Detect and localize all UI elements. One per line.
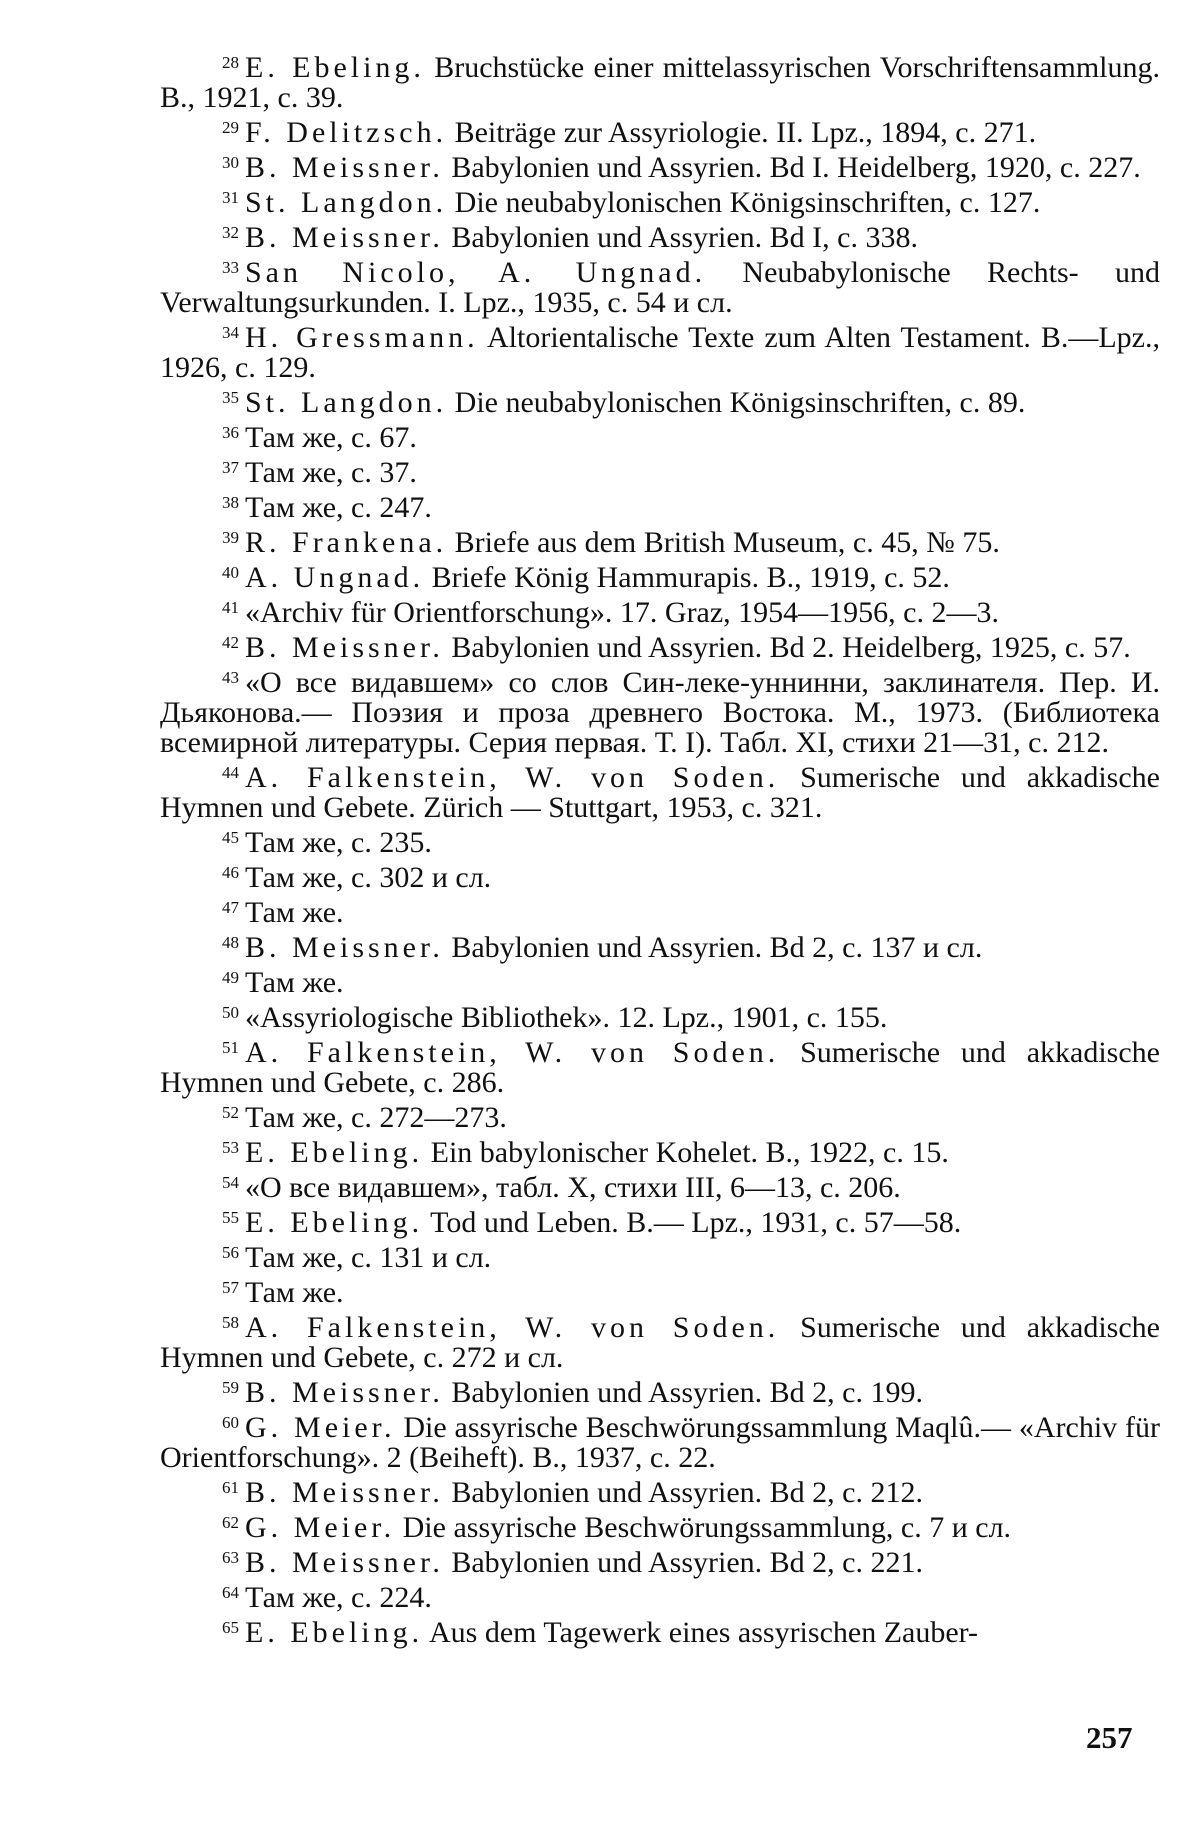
footnote-text: Briefe König Hammurapis. B., 1919, c. 52. <box>424 561 950 594</box>
footnote <box>160 1308 1160 1373</box>
footnote-number: 44 <box>222 763 239 782</box>
footnote-number: 35 <box>222 388 239 407</box>
footnote-number: 30 <box>222 153 239 172</box>
footnote-number: 52 <box>222 1103 239 1122</box>
footnote-number: 32 <box>222 223 239 242</box>
footnote-text: Babylonien und Assyrien. Bd 2, c. 199. <box>443 1376 923 1409</box>
footnote-text: Babylonien und Assyrien. Bd 2, c. 212. <box>443 1476 923 1509</box>
footnote-number: 62 <box>222 1513 239 1532</box>
footnote-number: 64 <box>222 1583 239 1602</box>
footnote <box>160 1473 1160 1508</box>
footnote-author: San Nicolo, A. Ungnad. <box>245 256 707 289</box>
footnote-number: 58 <box>222 1313 239 1332</box>
footnote-text: «О все видавшем» со слов Син-леке-уннинни, заклинателя. Пер. И. Дьяконова.— Поэзия и проза древнего Востока. М., 1973. (Библиотека всемирной литературы. Серия первая. Т. I). Табл. XI, стихи 21—31, c. 212. <box>160 666 1160 759</box>
footnote <box>160 523 1160 558</box>
footnote-author: E. Ebeling. <box>245 1136 424 1169</box>
footnote-number: 65 <box>222 1618 239 1637</box>
footnote-text: Babylonien und Assyrien. Bd I. Heidelberg, 1920, c. 227. <box>443 151 1141 184</box>
footnote <box>160 823 1160 858</box>
footnote-number: 43 <box>222 668 239 687</box>
footnote-author: E. Ebeling. <box>245 51 425 84</box>
footnote-text: Там же, c. 224. <box>245 1581 432 1614</box>
footnote-text: Там же, c. 131 и сл. <box>245 1241 492 1274</box>
footnote <box>160 1578 1160 1613</box>
footnote <box>160 383 1160 418</box>
footnote <box>160 418 1160 453</box>
footnote-number: 34 <box>222 323 239 342</box>
footnote-text: Die assyrische Beschwörungssammlung Maqlû.— «Archiv für Orientforschung». 2 (Beiheft). B., 1937, c. 22. <box>160 1411 1160 1474</box>
footnote-number: 28 <box>222 53 239 72</box>
footnote <box>160 183 1160 218</box>
footnote <box>160 628 1160 663</box>
footnote-number: 49 <box>222 968 239 987</box>
footnotes-list <box>160 48 1160 1648</box>
footnote <box>160 558 1160 593</box>
footnote-author: A. Falkenstein, W. von Soden. <box>245 1036 780 1069</box>
footnote-number: 36 <box>222 423 239 442</box>
footnote <box>160 1168 1160 1203</box>
footnote <box>160 1373 1160 1408</box>
footnote-text: «О все видавшем», табл. X, стихи III, 6—13, c. 206. <box>245 1171 901 1204</box>
footnote <box>160 1508 1160 1543</box>
footnote-number: 33 <box>222 258 239 277</box>
footnote-text: Там же, c. 302 и сл. <box>245 861 492 894</box>
footnote-text: Neubabylonische Rechts- und Verwaltungsurkunden. I. Lpz., 1935, c. 54 и сл. <box>160 256 1160 319</box>
footnote <box>160 963 1160 998</box>
footnote-number: 47 <box>222 898 239 917</box>
footnote-text: Там же. <box>245 1276 344 1309</box>
footnote-number: 46 <box>222 863 239 882</box>
footnote <box>160 253 1160 318</box>
footnote <box>160 928 1160 963</box>
footnote <box>160 1408 1160 1473</box>
footnote-text: Sumerische und akkadische Hymnen und Gebete, c. 286. <box>160 1036 1160 1099</box>
footnote-author: A. Falkenstein, W. von Soden. <box>245 1311 780 1344</box>
footnote-text: Sumerische und akkadische Hymnen und Gebete, c. 272 и сл. <box>160 1311 1160 1374</box>
footnote-number: 60 <box>222 1413 239 1432</box>
footnote-text: Die assyrische Beschwörungssammlung, c. 7 и сл. <box>395 1511 1012 1544</box>
footnote <box>160 488 1160 523</box>
footnote-text: Babylonien und Assyrien. Bd 2. Heidelberg, 1925, c. 57. <box>443 631 1131 664</box>
footnote <box>160 858 1160 893</box>
footnote <box>160 593 1160 628</box>
footnote-number: 39 <box>222 528 239 547</box>
footnote <box>160 1098 1160 1133</box>
footnote-number: 45 <box>222 828 239 847</box>
footnote-author: B. Meissner. <box>245 151 444 184</box>
footnote-text: Briefe aus dem British Museum, c. 45, № 75. <box>447 526 1000 559</box>
footnote-author: F. Delitzsch. <box>245 116 448 149</box>
footnote <box>160 1203 1160 1238</box>
footnote-text: Beiträge zur Assyriologie. II. Lpz., 1894, c. 271. <box>447 116 1037 149</box>
footnote-author: H. Gressmann. <box>245 321 479 354</box>
footnote <box>160 663 1160 758</box>
footnote-text: Die neubabylonischen Königsinschriften, c. 127. <box>447 186 1041 219</box>
footnote-text: Ein babylonischer Kohelet. B., 1922, c. 15. <box>423 1136 949 1169</box>
footnote <box>160 113 1160 148</box>
footnote-number: 55 <box>222 1208 239 1227</box>
footnote-number: 41 <box>222 598 239 617</box>
footnote-text: Там же, c. 247. <box>245 491 432 524</box>
footnote-text: «Archiv für Orientforschung». 17. Graz, 1954—1956, c. 2—3. <box>245 596 999 629</box>
footnote-text: Там же, c. 37. <box>245 456 417 489</box>
footnote-text: Там же. <box>245 896 344 929</box>
footnote <box>160 1273 1160 1308</box>
footnote-number: 48 <box>222 933 239 952</box>
footnote-author: B. Meissner. <box>245 631 444 664</box>
footnote <box>160 893 1160 928</box>
footnote <box>160 1238 1160 1273</box>
footnote-number: 61 <box>222 1478 239 1497</box>
footnote-author: G. Meier. <box>245 1411 396 1444</box>
footnote <box>160 1613 1160 1648</box>
footnote-text: Там же, c. 272—273. <box>245 1101 507 1134</box>
footnote <box>160 758 1160 823</box>
footnote-number: 31 <box>222 188 239 207</box>
footnote-number: 40 <box>222 563 239 582</box>
footnote-number: 56 <box>222 1243 239 1262</box>
footnote-number: 42 <box>222 633 239 652</box>
footnote-number: 63 <box>222 1548 239 1567</box>
footnote <box>160 218 1160 253</box>
footnote <box>160 1133 1160 1168</box>
footnote-author: B. Meissner. <box>245 1476 444 1509</box>
footnote-author: B. Meissner. <box>245 931 444 964</box>
footnote-text: Altorientalische Texte zum Alten Testament. B.—Lpz., 1926, c. 129. <box>160 321 1160 384</box>
footnote <box>160 318 1160 383</box>
footnote-author: E. Ebeling. <box>245 1206 424 1239</box>
footnote-author: B. Meissner. <box>245 221 444 254</box>
footnote-number: 54 <box>222 1173 239 1192</box>
footnote-text: Там же, c. 67. <box>245 421 417 454</box>
footnote-text: Там же. <box>245 966 344 999</box>
footnote-author: B. Meissner. <box>245 1546 444 1579</box>
footnote-author: E. Ebeling. <box>245 1616 424 1649</box>
footnote <box>160 48 1160 113</box>
footnote-text: Die neubabylonischen Königsinschriften, c. 89. <box>447 386 1026 419</box>
footnote-text: Там же, c. 235. <box>245 826 432 859</box>
footnote-author: A. Ungnad. <box>245 561 425 594</box>
footnote-number: 37 <box>222 458 239 477</box>
footnote-text: Babylonien und Assyrien. Bd 2, c. 137 и сл. <box>443 931 983 964</box>
footnote-author: A. Falkenstein, W. von Soden. <box>245 761 780 794</box>
footnote-author: R. Frankena. <box>245 526 448 559</box>
footnote <box>160 453 1160 488</box>
footnote-text: «Assyriologische Bibliothek». 12. Lpz., 1901, c. 155. <box>245 1001 888 1034</box>
footnote-number: 38 <box>222 493 239 512</box>
footnote <box>160 1033 1160 1098</box>
footnote-number: 51 <box>222 1038 239 1057</box>
page-number: 257 <box>1086 1720 1133 1755</box>
footnote-author: St. Langdon. <box>245 386 448 419</box>
footnote <box>160 998 1160 1033</box>
footnote <box>160 1543 1160 1578</box>
footnote-text: Babylonien und Assyrien. Bd 2, c. 221. <box>443 1546 923 1579</box>
footnote-number: 59 <box>222 1378 239 1397</box>
footnote-text: Tod und Leben. B.— Lpz., 1931, c. 57—58. <box>423 1206 962 1239</box>
footnote-number: 50 <box>222 1003 239 1022</box>
footnote-text: Sumerische und akkadische Hymnen und Gebete. Zürich — Stuttgart, 1953, c. 321. <box>160 761 1160 824</box>
footnote-text: Aus dem Tagewerk eines assyrischen Zauber- <box>423 1616 979 1649</box>
footnote-number: 57 <box>222 1278 239 1297</box>
footnote-text: Babylonien und Assyrien. Bd I, c. 338. <box>443 221 918 254</box>
footnote-author: B. Meissner. <box>245 1376 444 1409</box>
footnote-author: St. Langdon. <box>245 186 448 219</box>
footnote-number: 29 <box>222 118 239 137</box>
footnote <box>160 148 1160 183</box>
footnote-number: 53 <box>222 1138 239 1157</box>
footnote-author: G. Meier. <box>245 1511 396 1544</box>
footnote-text: Bruchstücke einer mittelassyrischen Vorschriftensammlung. B., 1921, c. 39. <box>160 51 1160 114</box>
